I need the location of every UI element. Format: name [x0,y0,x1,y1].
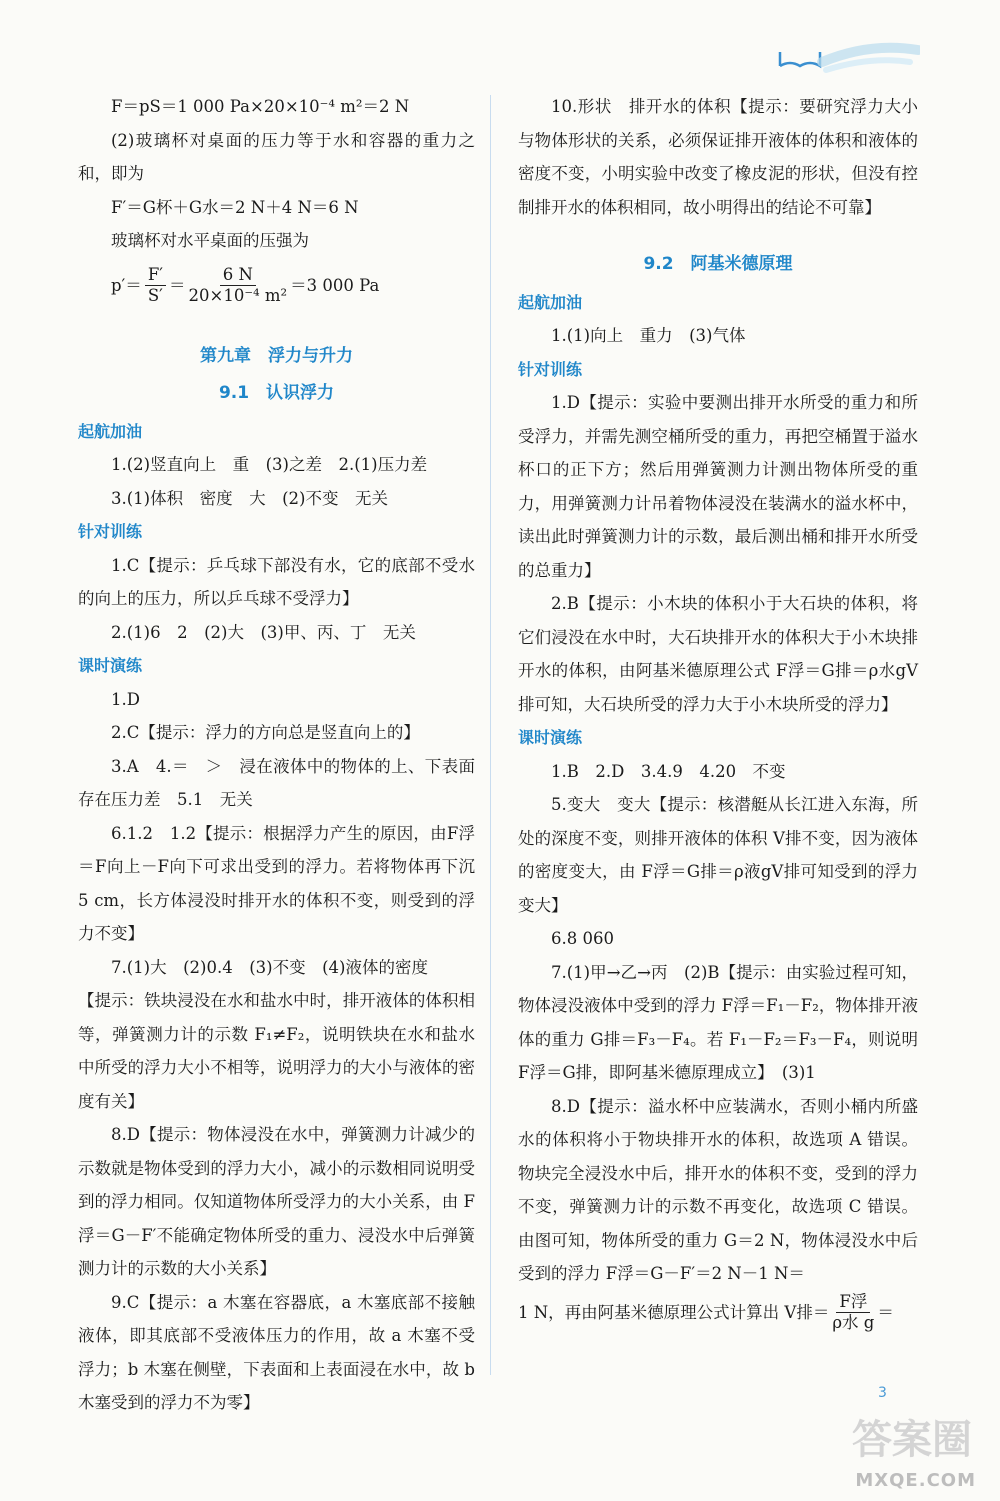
book-logo-icon [770,40,920,84]
answer-paragraph: 7.(1)大 (2)0.4 (3)不变 (4)液体的密度 [111,957,428,977]
answer-paragraph: 6.1.2 1.2【提示：根据浮力产生的原因，由F浮＝F向上－F向下可求出受到的浮力。若将物体再下沉 5 cm，长方体浸没时排开水的体积不变，则受到的浮力不变】 [78,823,475,943]
subsection-heading: 起航加油 [78,421,143,441]
answer-paragraph: 8.D【提示：物体浸没在水中，弹簧测力计减少的示数就是物体受到的浮力大小，减小的示数相同说明受到的浮力相同。仅知道物体所受浮力的大小关系，由 F浮＝G－F′不能确定物体所受的重力、浸没水中后弹簧测力计的示数的大小关系】 [78,1125,475,1278]
formula-line: F′＝G杯＋G水＝2 N＋4 N＝6 N [111,197,359,217]
answer-paragraph: 3.A 4.＝ ＞ 浸在液体中的物体的上、下表面存在压力差 5.1 无关 [78,756,475,809]
answer-paragraph: 8.D【提示：溢水杯中应装满水，否则小桶内所盛水的体积将小于物块排开水的体积，故选项 A 错误。物块完全浸没水中后，排开水的体积不变，受到的浮力不变，弹簧测力计的示数不再变化，故选项 C 错误。由图可知，物体所受的重力 G＝2 N，物体浸没水中后受到的浮力 F浮＝G－F′＝2 N－1 N＝ [518,1096,918,1283]
answer-paragraph: 10.形状 排开水的体积【提示：要研究浮力大小与物体形状的关系，必须保证排开液体的体积和液体的密度不变，小明实验中改变了橡皮泥的形状，但没有控制排开水的体积相同，故小明得出的结论不可靠】 [518,97,918,217]
section-title: 9.2 阿基米德原理 [643,254,793,274]
left-column [78,90,475,1420]
answer-paragraph: 1.D [111,689,140,709]
text-line: 玻璃杯对水平桌面的压强为 [111,231,309,250]
text-paragraph: (2)玻璃杯对桌面的压力等于水和容器的重力之和，即为 [78,130,475,183]
answer-paragraph: 【提示：铁块浸没在水和盐水中时，排开液体的体积相等，弹簧测力计的示数 F₁≠F₂，说明铁块在水和盐水中所受的浮力大小不相等，说明浮力的大小与液体的密度有关】 [78,991,475,1111]
answer-paragraph: 1.C【提示：乒乓球下部没有水，它的底部不受水的向上的压力，所以乒乓球不受浮力】 [78,555,475,608]
column-divider [490,95,491,1375]
answer-line: 1.(2)竖直向上 重 (3)之差 2.(1)压力差 [111,455,428,474]
answer-paragraph: 2.(1)6 2 (2)大 (3)甲、丙、丁 无关 [111,622,416,642]
answer-line: 1.B 2.D 3.4.9 4.20 不变 [551,761,786,781]
answer-paragraph: 2.B【提示：小木块的体积小于大石块的体积，将它们浸没在水中时，大石块排开水的体积大于小木块排开水的体积，由阿基米德原理公式 F浮＝G排＝ρ水gV排可知，大石块所受的浮力大于小木块所受的浮力】 [518,594,918,714]
answer-paragraph: 7.(1)甲→乙→丙 (2)B【提示：由实验过程可知，物体浸没液体中受到的浮力 F浮＝F₁－F₂，物体排开液体的重力 G排＝F₃－F₄。若 F₁－F₂＝F₃－F₄，则说明 F浮＝G排，即阿基米德原理成立】 (3)1 [518,962,918,1082]
fraction-formula: p′＝ F′ S′ ＝ 6 N 20×10⁻⁴ m² ＝3 000 Pa [111,265,380,305]
answer-line: 1.(1)向上 重力 (3)气体 [551,326,746,345]
answer-paragraph: 2.C【提示：浮力的方向总是竖直向上的】 [111,723,420,742]
fraction-formula: 1 N，再由阿基米德原理公式计算出 V排＝ F浮 ρ水 g ＝ [518,1292,894,1332]
watermark-logo: 答案圈 [852,1417,972,1463]
watermark-url: MXQE.COM [855,1470,976,1491]
section-title: 9.1 认识浮力 [218,383,335,403]
formula-line: F＝pS＝1 000 Pa×20×10⁻⁴ m²＝2 N [111,97,410,116]
answer-line: 3.(1)体积 密度 大 (2)不变 无关 [111,488,388,508]
answer-paragraph: 1.D【提示：实验中要测出排开水所受的重力和所受浮力，并需先测空桶所受的重力，再把空桶置于溢水杯口的正下方；然后用弹簧测力计测出物体所受的重力，用弹簧测力计吊着物体浸没在装满水的溢水杯中，读出此时弹簧测力计的示数，最后测出桶和排开水所受的总重力】 [518,393,918,580]
right-column [518,90,918,1335]
subsection-heading: 起航加油 [518,292,583,312]
chapter-title: 第九章 浮力与升力 [200,345,353,366]
page-number: 3 [878,1385,887,1401]
subsection-heading: 针对训练 [518,359,583,379]
fraction: 6 N 20×10⁻⁴ m² [188,265,288,305]
answer-line: 6.8 060 [551,929,614,948]
answer-paragraph: 5.变大 变大【提示：核潜艇从长江进入东海，所处的深度不变，则排开液体的体积 V排不变，因为液体的密度变大，由 F浮＝G排＝ρ液gV排可知受到的浮力变大】 [518,795,918,915]
subsection-heading: 课时演练 [518,728,583,747]
fraction: F浮 ρ水 g [832,1292,875,1332]
watermark [840,1405,990,1501]
fraction: F′ S′ [145,265,166,306]
answer-paragraph: 9.C【提示：a 木塞在容器底，a 木塞底部不接触液体，即其底部不受液体压力的作用，故 a 木塞不受浮力；b 木塞在侧壁，下表面和上表面浸在水中，故 b 木塞受到的浮力不为零】 [78,1292,475,1412]
subsection-heading: 课时演练 [78,656,143,675]
subsection-heading: 针对训练 [78,522,143,541]
